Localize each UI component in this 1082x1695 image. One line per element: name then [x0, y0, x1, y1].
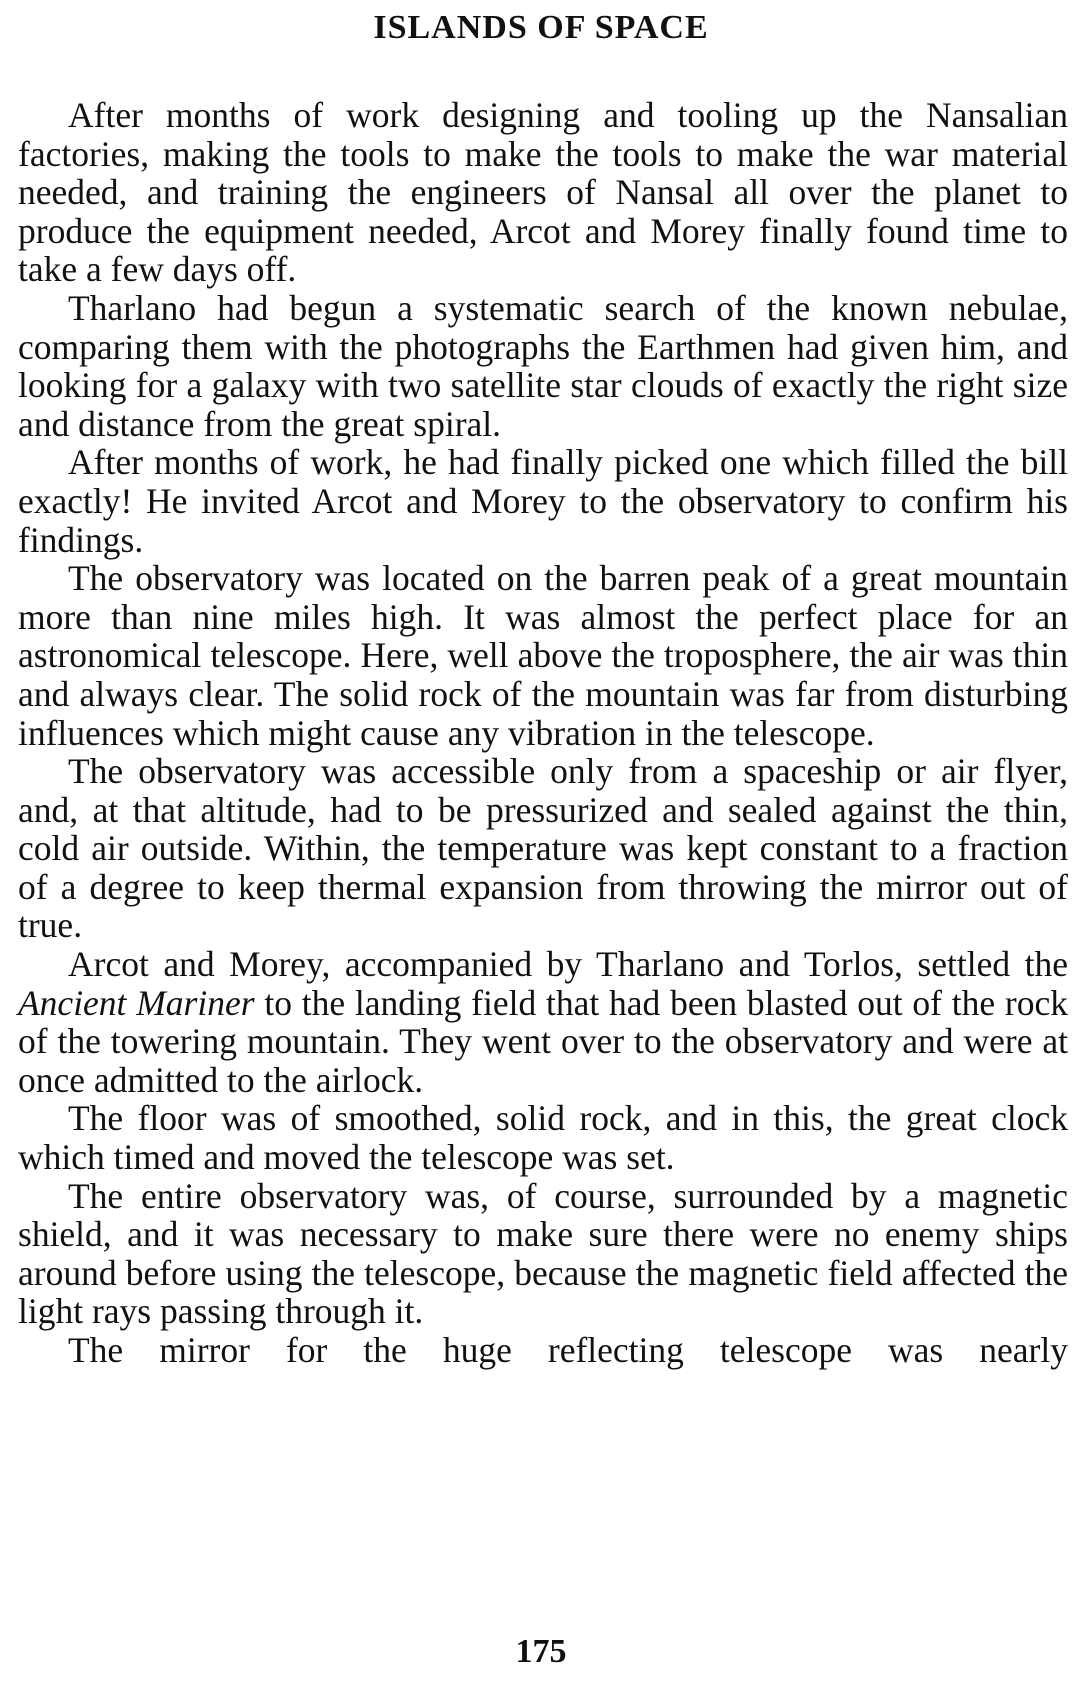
paragraph-1: After months of work designing and tooling up the Nansalian factories, making the tools to make the tools to make the war material needed, and training the engineers of Nansal all over the planet to produce the equipment needed, Arcot and Morey finally found time to take a few days off. — [18, 95, 1068, 290]
running-title: ISLANDS OF SPACE — [373, 9, 709, 46]
paragraph-8: The entire observatory was, of course, surrounded by a magnetic shield, and it was necessary to make sure there were no enemy ships around before using the telescope, because the magnetic field affected the light rays passing through it. — [18, 1175, 1068, 1332]
body-text — [18, 96, 1068, 1370]
paragraph-9: The mirror for the huge reflecting telescope was nearly — [68, 1330, 1068, 1370]
ship-name: Ancient Mariner — [18, 982, 255, 1023]
paragraph-6 — [18, 945, 1068, 1099]
paragraph-6-start: Arcot and Morey, accompanied by Tharlano and Torlos, settled the — [68, 944, 1068, 985]
paragraph-4: The observatory was located on the barren peak of a great mountain more than nine miles high. It was almost the perfect place for an astronomical telescope. Here, well above the troposphere, the air was thin and always clear. The solid rock of the mountain was far from disturbing influences which might cause any vibration in the telescope. — [18, 558, 1068, 753]
paragraph-3: After months of work, he had finally picked one which filled the bill exactly! He invited Arcot and Morey to the observatory to confirm his findings. — [18, 442, 1068, 560]
paragraph-5: The observatory was accessible only from a spaceship or air flyer, and, at that altitude, had to be pressurized and sealed against the thin, cold air outside. Within, the temperature was kept constant to a fraction of a degree to keep thermal expansion from throwing the mirror out of true. — [18, 751, 1068, 946]
paragraph-2: Tharlano had begun a systematic search of the known nebulae, comparing them with the photographs the Earthmen had given him, and looking for a galaxy with two satellite star clouds of exactly the right size and distance from the great spiral. — [18, 287, 1068, 444]
page-number: 175 — [515, 1633, 567, 1670]
paragraph-7: The floor was of smoothed, solid rock, and in this, the great clock which timed and moved the telescope was set. — [18, 1098, 1068, 1178]
paragraph-6-end: to the landing field that had been blasted out of the rock of the towering mountain. They went over to the observatory and were at once admitted to the airlock. — [18, 982, 1068, 1100]
